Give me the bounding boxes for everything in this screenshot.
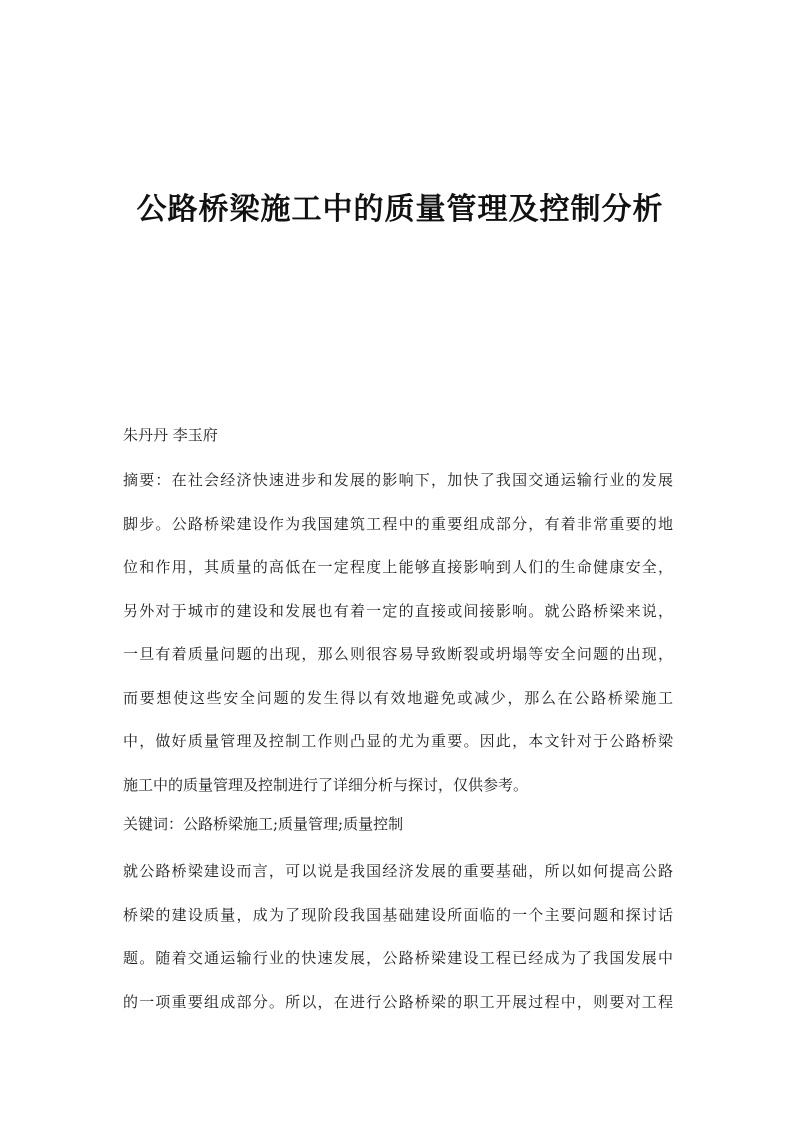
body-paragraph (123, 850, 673, 1024)
body-line: 题。随着交通运输行业的快速发展，公路桥梁建设工程已经成为了我国发展中 (123, 949, 673, 967)
abstract-paragraph (123, 459, 673, 807)
abstract-line: 一旦有着质量问题的出现，那么则很容易导致断裂或坍塌等安全问题的出现， (123, 645, 673, 663)
abstract-line: 施工中的质量管理及控制进行了详细分析与探讨，仅供参考。 (123, 775, 529, 794)
body-line: 桥梁的建设质量，成为了现阶段我国基础建设所面临的一个主要问题和探讨话 (123, 905, 673, 924)
body-line: 就公路桥梁建设而言，可以说是我国经济发展的重要基础，所以如何提高公路 (123, 862, 673, 880)
abstract-line: 脚步。公路桥梁建设作为我国建筑工程中的重要组成部分，有着非常重要的地 (123, 514, 673, 533)
document-title: 公路桥梁施工中的质量管理及控制分析 (136, 192, 664, 227)
abstract-line: 而要想使这些安全问题的发生得以有效地避免或减少，那么在公路桥梁施工 (123, 688, 673, 707)
body-line: 的一项重要组成部分。所以，在进行公路桥梁的职工开展过程中，则要对工程 (123, 992, 673, 1011)
keywords-line: 关键词：公路桥梁施工;质量管理;质量控制 (123, 815, 404, 833)
abstract-line: 位和作用，其质量的高低在一定程度上能够直接影响到人们的生命健康安全， (123, 558, 673, 576)
abstract-line: 中，做好质量管理及控制工作则凸显的尤为重要。因此，本文针对于公路桥梁 (123, 732, 673, 750)
author-line: 朱丹丹 李玉府 (123, 426, 218, 444)
abstract-line: 另外对于城市的建设和发展也有着一定的直接或间接影响。就公路桥梁来说， (123, 601, 673, 620)
abstract-line: 摘要：在社会经济快速进步和发展的影响下，加快了我国交通运输行业的发展 (123, 471, 673, 489)
